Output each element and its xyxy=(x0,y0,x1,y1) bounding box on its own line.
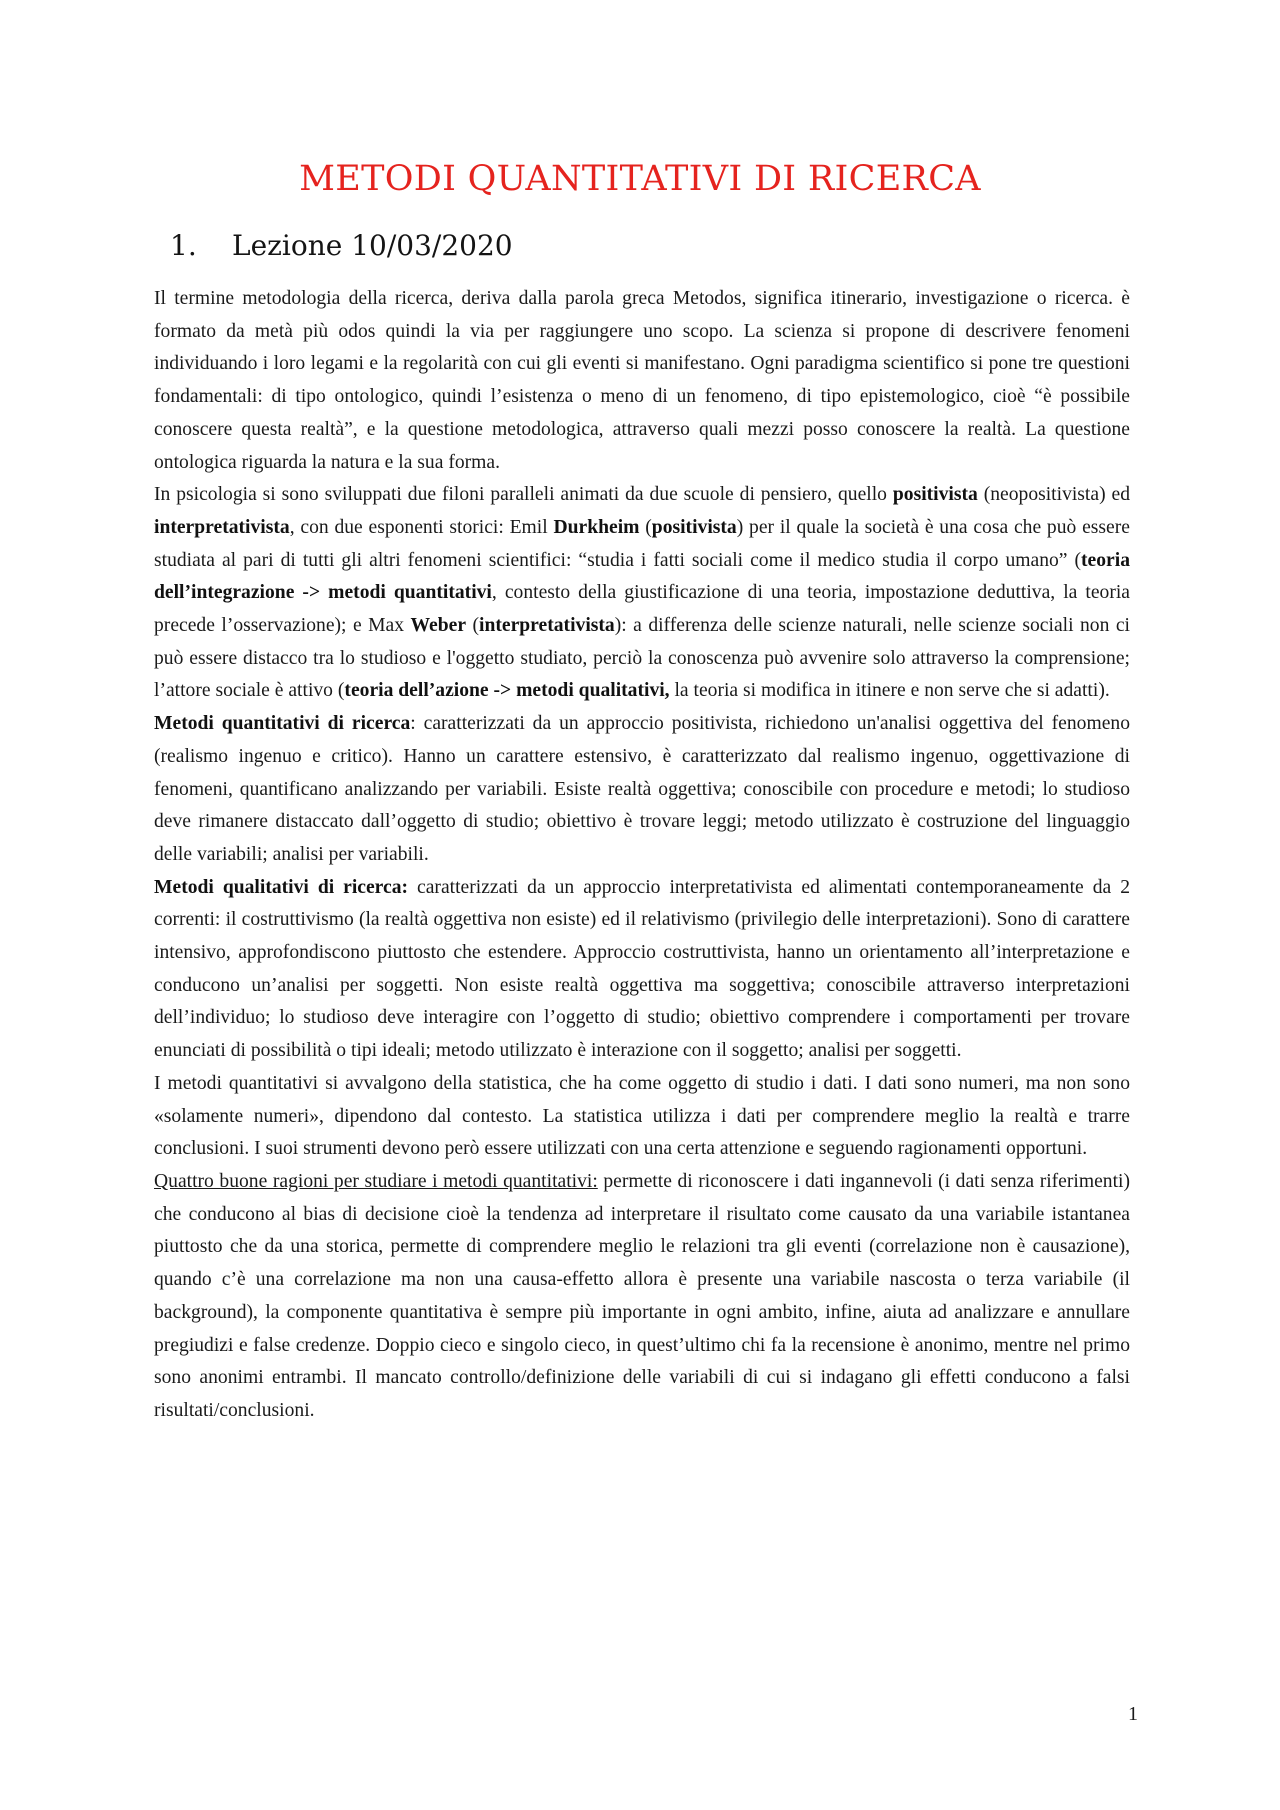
text-run: (neopositivista) ed xyxy=(977,484,1131,506)
text-run: , contesto della giustificazione di una teoria, impostazione deduttiva, la teoria precede l’osservazione); e Max xyxy=(154,582,1130,637)
paragraph-label: Metodi qualitativi di ricerca: xyxy=(154,876,409,898)
paragraph-four-reasons xyxy=(154,1166,1130,1428)
paragraph-quantitative-methods xyxy=(154,708,1130,872)
text-run: In psicologia si sono sviluppati due filoni paralleli animati da due scuole di pensiero, quello xyxy=(154,484,893,506)
text-run: ): a differenza delle scienze naturali, nelle scienze sociali non ci può essere distacco tra lo studioso e l'oggetto studiato, perciò la conoscenza può avvenire solo attraverso la comprensione; l’attore sociale è attivo ( xyxy=(154,615,1130,702)
text-run: la teoria si modifica in itinere e non serve che si adatti). xyxy=(669,680,1110,702)
paragraph-statistics: I metodi quantitativi si avvalgono della statistica, che ha come oggetto di studio i dati. I dati sono numeri, ma non sono «solamente numeri», dipendono dal contesto. La statistica utilizza i dati per comprendere meglio la realtà e trarre conclusioni. I suoi strumenti devono però essere utilizzati con una certa attenzione e seguendo ragionamenti opportuni. xyxy=(154,1072,1130,1160)
paragraph-label: Quattro buone ragioni per studiare i metodi quantitativi: xyxy=(154,1170,598,1192)
section-number: 1. xyxy=(170,229,197,262)
text-run: ( xyxy=(466,615,480,637)
bold-term: Weber xyxy=(410,615,467,637)
text-run: ( xyxy=(639,516,652,538)
bold-term: positivista xyxy=(651,516,737,538)
bold-term: interpretativista xyxy=(479,615,615,637)
bold-term: teoria dell’azione -> metodi qualitativi, xyxy=(344,680,670,702)
text-run: ) per il quale la società è una cosa che può essere studiata al pari di tutti gli altri fenomeni scientifici: “studia i fatti sociali come il medico studia il corpo umano” ( xyxy=(154,516,1130,571)
page-number: 1 xyxy=(1128,1703,1138,1725)
text-run: permette di riconoscere i dati ingannevoli (i dati senza riferimenti) che conducono al bias di decisione cioè la tendenza ad interpretare il risultato come causato da una variabile istantanea piuttosto che da una storica, permette di comprendere meglio le relazioni tra gli eventi (correlazione non è causazione), quando c’è una correlazione ma non una causa-effetto allora è presente una variabile nascosta o terza variabile (il background), la componente quantitativa è sempre più importante in ogni ambito, infine, aiuta ad analizzare e annullare pregiudizi e false credenze. Doppio cieco e singolo cieco, in quest’ultimo chi fa la recensione è anonimo, mentre nel primo sono anonimi entrambi. Il mancato controllo/definizione delle variabili di cui si indagano gli effetti conducono a falsi risultati/conclusioni. xyxy=(154,1170,1130,1421)
bold-term: interpretativista xyxy=(154,516,290,538)
paragraph-label: Metodi quantitativi di ricerca xyxy=(154,713,411,735)
text-run: : caratterizzati da un approccio positivista, richiedono un'analisi oggettiva del fenomeno (realismo ingenuo e critico). Hanno un carattere estensivo, è caratterizzato dal realismo ingenuo, oggettivazione di fenomeni, quantificano analizzando per variabili. Esiste realtà oggettiva; conoscibile con procedure e metodi; lo studioso deve rimanere distaccato dall’oggetto di studio; obiettivo è trovare leggi; metodo utilizzato è costruzione del linguaggio delle variabili; analisi per variabili. xyxy=(154,713,1130,865)
body-text xyxy=(154,283,1130,1428)
text-run: caratterizzati da un approccio interpretativista ed alimentati contemporaneamente da 2 correnti: il costruttivismo (la realtà oggettiva non esiste) ed il relativismo (privilegio delle interpretazioni). Sono di carattere intensivo, approfondiscono piuttosto che estendere. Approccio costruttivista, hanno un orientamento all’interpretazione e conducono un’analisi per soggetti. Non esiste realtà oggettiva ma soggettiva; conoscibile attraverso interpretazioni dell’individuo; lo studioso deve interagire con l’oggetto di studio; obiettivo comprendere i comportamenti per trovare enunciati di possibilità o tipi ideali; metodo utilizzato è interazione con il soggetto; analisi per soggetti. xyxy=(154,876,1130,1062)
bold-term: positivista xyxy=(892,484,978,506)
paragraph-intro: Il termine metodologia della ricerca, deriva dalla parola greca Metodos, significa itinerario, investigazione o ricerca. è formato da metà più odos quindi la via per raggiungere uno scopo. La scienza si propone di descrivere fenomeni individuando i loro legami e la regolarità con cui gli eventi si manifestano. Ogni paradigma scientifico si pone tre questioni fondamentali: di tipo ontologico, quindi l’esistenza o meno di un fenomeno, di tipo epistemologico, cioè “è possibile conoscere questa realtà”, e la questione metodologica, attraverso quali mezzi posso conoscere la realtà. La questione ontologica riguarda la natura e la sua forma. xyxy=(154,288,1130,473)
paragraph-qualitative-methods xyxy=(154,872,1130,1068)
text-run: , con due esponenti storici: Emil xyxy=(289,516,554,538)
section-title: Lezione 10/03/2020 xyxy=(232,229,513,262)
paragraph-paradigms xyxy=(154,479,1130,708)
section-heading xyxy=(170,226,513,266)
document-title: METODI QUANTITATIVI DI RICERCA xyxy=(299,159,981,199)
bold-term: teoria dell’integrazione -> metodi quantitativi xyxy=(154,549,1130,604)
bold-term: Durkheim xyxy=(553,516,640,538)
